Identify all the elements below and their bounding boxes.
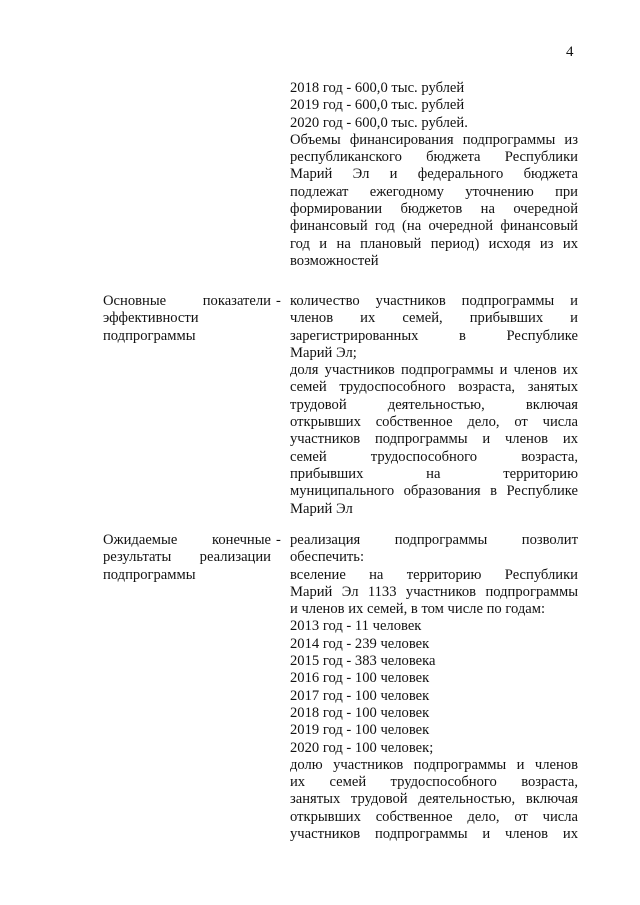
text-line: участников подпрограммы и членов их xyxy=(290,826,578,843)
text-line: Марий Эл и федерального бюджета xyxy=(290,166,578,183)
text-line: подлежат ежегодному уточнению при xyxy=(290,183,578,200)
text-line: 2019 год - 100 человек xyxy=(290,722,430,739)
text-line: их семей трудоспособного возраста, xyxy=(290,774,578,791)
text-line: подпрограммы xyxy=(103,327,196,344)
text-line: муниципального образования в Республике xyxy=(290,483,578,500)
section-label-indicators xyxy=(103,293,271,345)
text-line: республиканского бюджета Республики xyxy=(290,149,578,166)
text-line: эффективности xyxy=(103,310,199,327)
page-number: 4 xyxy=(566,44,574,60)
section-dash-indicators: - xyxy=(276,293,281,309)
text-line: возможностей xyxy=(290,252,379,269)
text-line: 2014 год - 239 человек xyxy=(290,635,430,652)
text-line: вселение на территорию Республики xyxy=(290,566,578,583)
text-line: Марий Эл xyxy=(290,500,353,517)
text-line: прибывших на территорию xyxy=(290,465,578,482)
section-label-results xyxy=(103,532,271,584)
text-line: семей трудоспособного возраста, занятых xyxy=(290,379,578,396)
text-line: Основные показатели xyxy=(103,293,271,309)
section-content-indicators xyxy=(290,293,578,518)
text-line: реализация подпрограммы позволит xyxy=(290,532,578,548)
text-line: долю участников подпрограммы и членов xyxy=(290,756,578,773)
financing-block xyxy=(290,80,578,270)
text-line: 2019 год - 600,0 тыс. рублей xyxy=(290,97,465,114)
text-line: 2013 год - 11 человек xyxy=(290,618,422,635)
text-line: открывших собственное дело, от числа xyxy=(290,808,578,825)
section-content-results xyxy=(290,532,578,843)
text-line: Марий Эл 1133 участников подпрограммы xyxy=(290,583,578,600)
text-line: занятых трудовой деятельностью, включая xyxy=(290,791,578,808)
text-line: открывших собственное дело, от числа xyxy=(290,414,578,431)
text-line: Марий Эл; xyxy=(290,344,357,361)
text-line: и членов их семей, в том числе по годам: xyxy=(290,601,546,618)
text-line: Объемы финансирования подпрограммы из xyxy=(290,131,578,148)
text-line: трудовой деятельностью, включая xyxy=(290,396,578,413)
section-dash-results: - xyxy=(276,532,281,548)
text-line: результаты реализации xyxy=(103,549,271,566)
text-line: членов их семей, прибывших и xyxy=(290,310,578,327)
text-line: 2018 год - 100 человек xyxy=(290,704,430,721)
text-line: 2016 год - 100 человек xyxy=(290,670,430,687)
text-line: 2020 год - 100 человек; xyxy=(290,739,434,756)
text-line: 2017 год - 100 человек xyxy=(290,687,430,704)
text-line: Ожидаемые конечные xyxy=(103,532,271,548)
text-line: финансовый год (на очередной финансовый xyxy=(290,218,578,235)
text-line: год и на плановый период) исходя из их xyxy=(290,235,578,252)
text-line: доля участников подпрограммы и членов их xyxy=(290,362,578,379)
text-line: количество участников подпрограммы и xyxy=(290,293,578,309)
text-line: 2015 год - 383 человека xyxy=(290,653,436,670)
text-line: 2018 год - 600,0 тыс. рублей xyxy=(290,80,465,96)
text-line: зарегистрированных в Республике xyxy=(290,327,578,344)
text-line: обеспечить: xyxy=(290,549,365,566)
text-line: участников подпрограммы и членов их xyxy=(290,431,578,448)
text-line: семей трудоспособного возраста, xyxy=(290,448,578,465)
text-line: подпрограммы xyxy=(103,566,196,583)
text-line: формировании бюджетов на очередной xyxy=(290,201,578,218)
text-line: 2020 год - 600,0 тыс. рублей. xyxy=(290,114,468,131)
